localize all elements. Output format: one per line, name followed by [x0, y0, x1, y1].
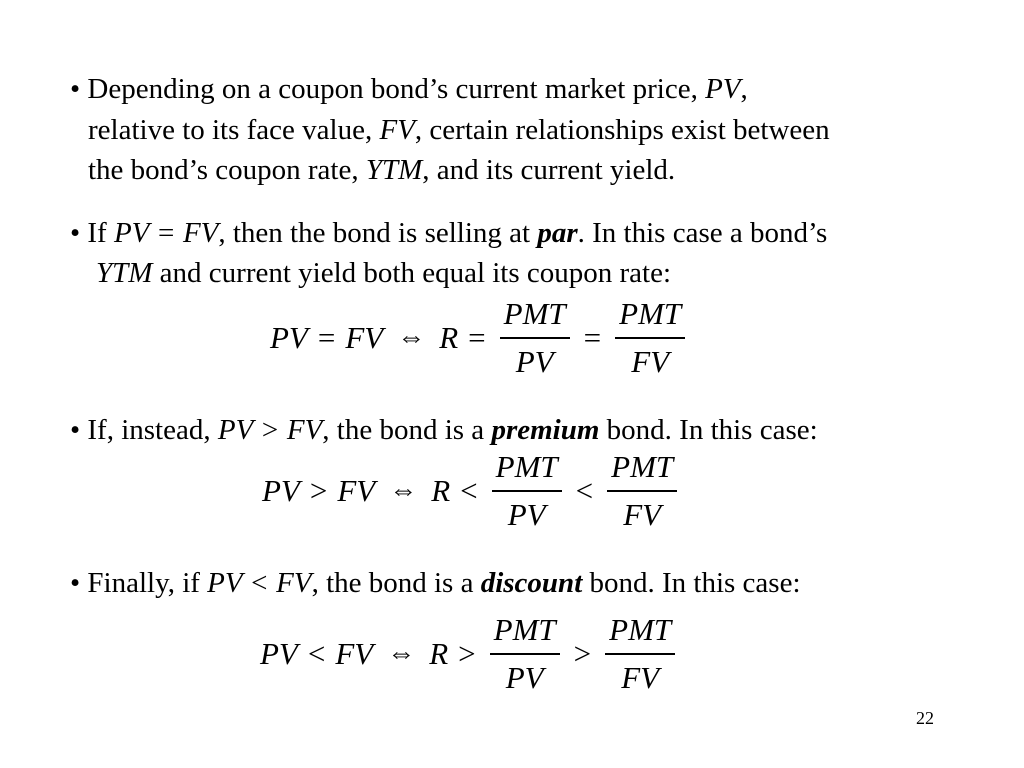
text-run: PV > FV [217, 414, 323, 446]
fraction [490, 612, 560, 695]
eq-term: PV [262, 473, 300, 508]
iff-symbol: ⇔ [387, 638, 416, 669]
eq-term: R [439, 320, 459, 355]
text-run: PV < FV [207, 567, 312, 599]
fraction [607, 449, 677, 532]
text-run: relative to its face value, [88, 114, 380, 146]
page-number: 22 [916, 708, 934, 728]
fraction-numerator: PMT [619, 296, 682, 331]
eq-term: FV [337, 473, 376, 508]
text-run: , the bond is a [311, 567, 481, 599]
eq-relation: < [307, 636, 326, 671]
fraction-numerator: PMT [609, 612, 672, 647]
term-discount: discount [480, 567, 583, 599]
iff-symbol: ⇔ [389, 475, 418, 506]
equation-discount [260, 612, 679, 696]
fraction [615, 296, 685, 379]
equation-par [270, 296, 689, 380]
fraction-denominator: FV [621, 660, 660, 695]
eq-relation: > [458, 636, 476, 671]
fraction [492, 449, 562, 532]
eq-relation: = [317, 320, 336, 355]
eq-relation: > [309, 473, 328, 508]
bullet-1-line-1 [70, 72, 748, 106]
bullet-1-line-2 [88, 113, 830, 147]
eq-relation: < [460, 473, 478, 508]
fraction-numerator: PMT [611, 449, 674, 484]
fraction-denominator: FV [623, 497, 662, 532]
text-run: bond. In this case: [599, 414, 818, 446]
equation-premium [262, 449, 681, 533]
text-run: the bond’s coupon rate, [88, 154, 366, 186]
eq-term: R [429, 636, 449, 671]
text-run: YTM [96, 257, 153, 289]
fraction [605, 612, 675, 695]
text-run: • If, instead, [70, 414, 218, 446]
text-run: , and its current yield. [422, 154, 676, 186]
bullet-4 [70, 566, 801, 600]
fraction [500, 296, 570, 379]
text-run: YTM [365, 154, 423, 186]
eq-term: R [431, 473, 451, 508]
eq-relation: = [583, 320, 602, 355]
text-run: . In this case a bond’s [577, 217, 828, 249]
fraction-numerator: PMT [495, 449, 558, 484]
text-run: and current yield both equal its coupon rate: [152, 257, 672, 289]
text-run: FV [379, 114, 415, 146]
bullet-2-line-2 [96, 256, 671, 290]
text-run: , certain relationships exist between [414, 114, 830, 146]
eq-term: PV [260, 636, 298, 671]
eq-relation: = [468, 320, 486, 355]
fraction-denominator: PV [507, 497, 546, 532]
eq-relation: < [575, 473, 594, 508]
text-run: • If [70, 217, 114, 249]
bullet-3 [70, 413, 818, 447]
iff-symbol: ⇔ [397, 322, 426, 353]
fraction-denominator: FV [631, 344, 670, 379]
term-premium: premium [491, 414, 600, 446]
text-run: , [740, 73, 748, 105]
eq-term: PV [270, 320, 308, 355]
text-run: , then the bond is selling at [218, 217, 538, 249]
text-run: PV = FV [113, 217, 219, 249]
text-run: PV [705, 73, 741, 105]
fraction-numerator: PMT [503, 296, 566, 331]
fraction-denominator: PV [505, 660, 544, 695]
fraction-denominator: PV [515, 344, 554, 379]
bullet-2-line-1 [70, 216, 827, 250]
bullet-1-line-3 [88, 153, 675, 187]
term-par: par [537, 217, 578, 249]
text-run: • Finally, if [70, 567, 208, 599]
text-run: • Depending on a coupon bond’s current market price, [70, 73, 706, 105]
eq-relation: > [573, 636, 592, 671]
text-run: , the bond is a [322, 414, 492, 446]
eq-term: FV [335, 636, 374, 671]
fraction-numerator: PMT [493, 612, 556, 647]
eq-term: FV [345, 320, 384, 355]
text-run: bond. In this case: [582, 567, 801, 599]
